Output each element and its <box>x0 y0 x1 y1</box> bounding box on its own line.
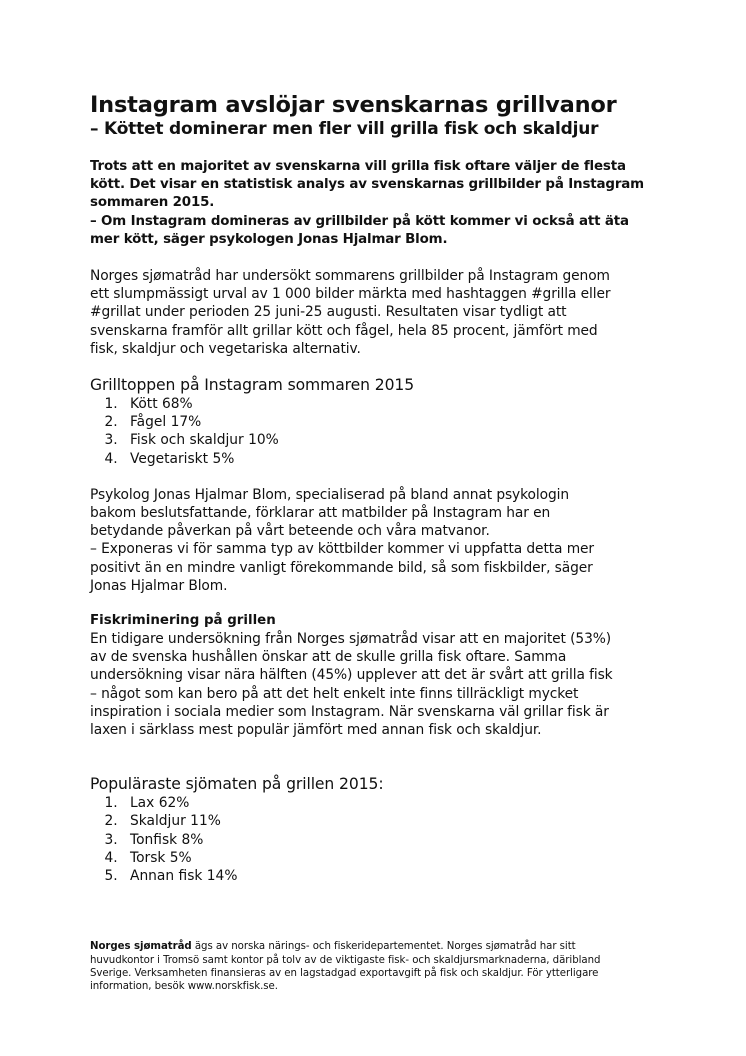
text-line: ett slumpmässigt urval av 1 000 bilder märkta med hashtaggen #grilla eller <box>90 286 611 303</box>
list-item: 4. Vegetariskt 5% <box>122 450 670 468</box>
lead-line: sommaren 2015. <box>90 195 215 211</box>
section-heading-fiskriminering: Fiskriminering på grillen <box>90 613 276 629</box>
text-line: svenskarna framför allt grillar kött och fågel, hela 85 procent, jämfört med <box>90 322 598 339</box>
list-item: 3. Tonfisk 8% <box>122 831 670 849</box>
footer-line <box>90 940 670 953</box>
list-item: 2. Fågel 17% <box>122 413 670 431</box>
text-line: Psykolog Jonas Hjalmar Blom, specialiserad på bland annat psykologin <box>90 486 569 503</box>
lead-line: kött. Det visar en statistisk analys av svenskarnas grillbilder på Instagram <box>90 177 644 193</box>
list-item: 1. Lax 62% <box>122 794 670 812</box>
text-line: fisk, skaldjur och vegetariska alternativ. <box>90 340 361 357</box>
list-item: 1. Kött 68% <box>122 395 670 413</box>
footer-line: huvudkontor i Tromsö samt kontor på tolv av de viktigaste fisk- och skaldjursmarknaderna, däribland <box>90 954 601 966</box>
text-line: betydande påverkan på vårt beteende och våra matvanor. <box>90 523 490 540</box>
text-line: Norges sjømatråd har undersökt sommarens grillbilder på Instagram genom <box>90 268 610 285</box>
list-item: 4. Torsk 5% <box>122 849 670 867</box>
text-line: bakom beslutsfattande, förklarar att matbilder på Instagram har en <box>90 505 551 522</box>
footer-line: information, besök www.norskfisk.se. <box>90 980 278 992</box>
paragraph-psychologist <box>90 486 670 595</box>
footer-text: ägs av norska närings- och fiskeridepartementet. Norges sjømatråd har sitt <box>191 941 576 953</box>
page-subtitle: – Köttet dominerar men fler vill grilla fisk och skaldjur <box>90 119 599 139</box>
footer-line: Sverige. Verksamheten finansieras av en lagstadgad exportavgift på fisk och skaldjur. För ytterligare <box>90 967 599 979</box>
text-line: Jonas Hjalmar Blom. <box>90 577 228 594</box>
lead-line: – Om Instagram domineras av grillbilder på kött kommer vi också att äta <box>90 213 629 229</box>
text-line: – Exponeras vi för samma typ av köttbilder kommer vi uppfatta detta mer <box>90 541 594 558</box>
page-title: Instagram avslöjar svenskarnas grillvanor <box>90 92 617 118</box>
footer-org-name: Norges sjømatråd <box>90 941 192 953</box>
text-line: av de svenska hushållen önskar att de skulle grilla fisk oftare. Samma <box>90 649 567 666</box>
list-heading-sjomaten: Populäraste sjömaten på grillen 2015: <box>90 775 384 794</box>
text-line: undersökning visar nära hälften (45%) upplever att det är svårt att grilla fisk <box>90 667 613 684</box>
text-line: laxen i särklass mest populär jämfört med annan fisk och skaldjur. <box>90 722 542 739</box>
paragraph-fiskriminering <box>90 630 670 739</box>
list-grilltoppen <box>90 395 670 468</box>
text-line: positivt än en mindre vanligt förekommande bild, så som fiskbilder, säger <box>90 559 593 576</box>
press-release <box>90 92 670 993</box>
text-line: inspiration i sociala medier som Instagram. När svenskarna väl grillar fisk är <box>90 703 609 720</box>
list-item: 3. Fisk och skaldjur 10% <box>122 431 670 449</box>
paragraph-intro <box>90 267 670 358</box>
list-heading-grilltoppen: Grilltoppen på Instagram sommaren 2015 <box>90 376 415 395</box>
footer <box>90 940 670 993</box>
list-sjomaten <box>90 794 670 885</box>
list-item: 5. Annan fisk 14% <box>122 867 670 885</box>
text-line: #grillat under perioden 25 juni-25 augusti. Resultaten visar tydligt att <box>90 304 567 321</box>
lead-paragraph <box>90 158 670 249</box>
lead-line: mer kött, säger psykologen Jonas Hjalmar Blom. <box>90 231 448 247</box>
list-item: 2. Skaldjur 11% <box>122 812 670 830</box>
lead-line: Trots att en majoritet av svenskarna vill grilla fisk oftare väljer de flesta <box>90 159 626 174</box>
text-line: En tidigare undersökning från Norges sjømatråd visar att en majoritet (53%) <box>90 631 612 648</box>
text-line: – något som kan bero på att det helt enkelt inte finns tillräckligt mycket <box>90 685 579 702</box>
